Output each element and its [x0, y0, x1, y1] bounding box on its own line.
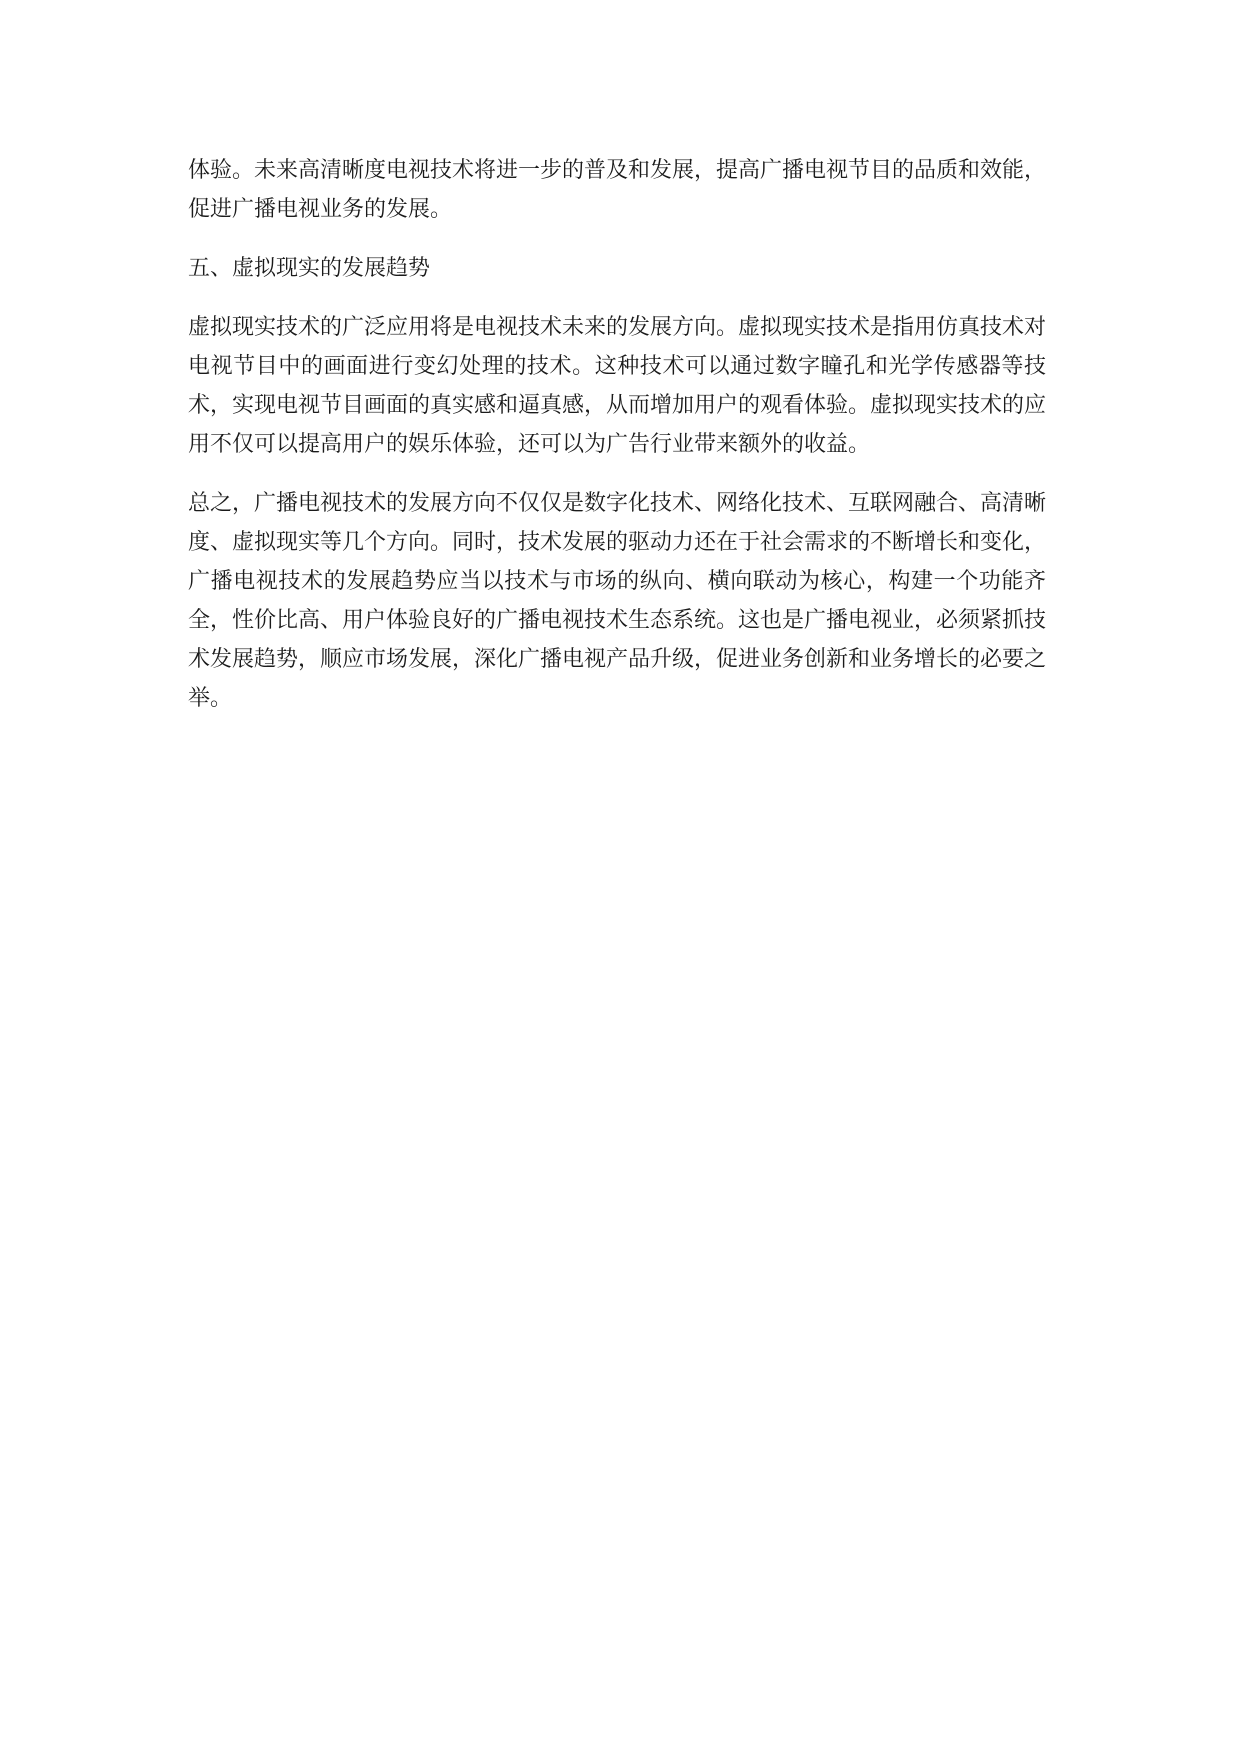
document-body — [188, 151, 1046, 738]
section-heading-vr: 五、虚拟现实的发展趋势 — [188, 256, 431, 281]
paragraph-conclusion: 总之，广播电视技术的发展方向不仅仅是数字化技术、网络化技术、互联网融合、高清晰度、虚拟现实等几个方向。同时，技术发展的驱动力还在于社会需求的不断增长和变化，广播电视技术的发展趋势应当以技术与市场的纵向、横向联动为核心，构建一个功能齐全，性价比高、用户体验良好的广播电视技术生态系统。这也是广播电视业，必须紧抓技术发展趋势，顺应市场发展，深化广播电视产品升级，促进业务创新和业务增长的必要之举。 — [188, 491, 1047, 711]
paragraph-continuation: 体验。未来高清晰度电视技术将进一步的普及和发展，提高广播电视节目的品质和效能，促进广播电视业务的发展。 — [188, 158, 1047, 222]
paragraph-vr: 虚拟现实技术的广泛应用将是电视技术未来的发展方向。虚拟现实技术是指用仿真技术对电视节目中的画面进行变幻处理的技术。这种技术可以通过数字瞳孔和光学传感器等技术，实现电视节目画面的真实感和逼真感，从而增加用户的观看体验。虚拟现实技术的应用不仅可以提高用户的娱乐体验，还可以为广告行业带来额外的收益。 — [188, 315, 1047, 457]
